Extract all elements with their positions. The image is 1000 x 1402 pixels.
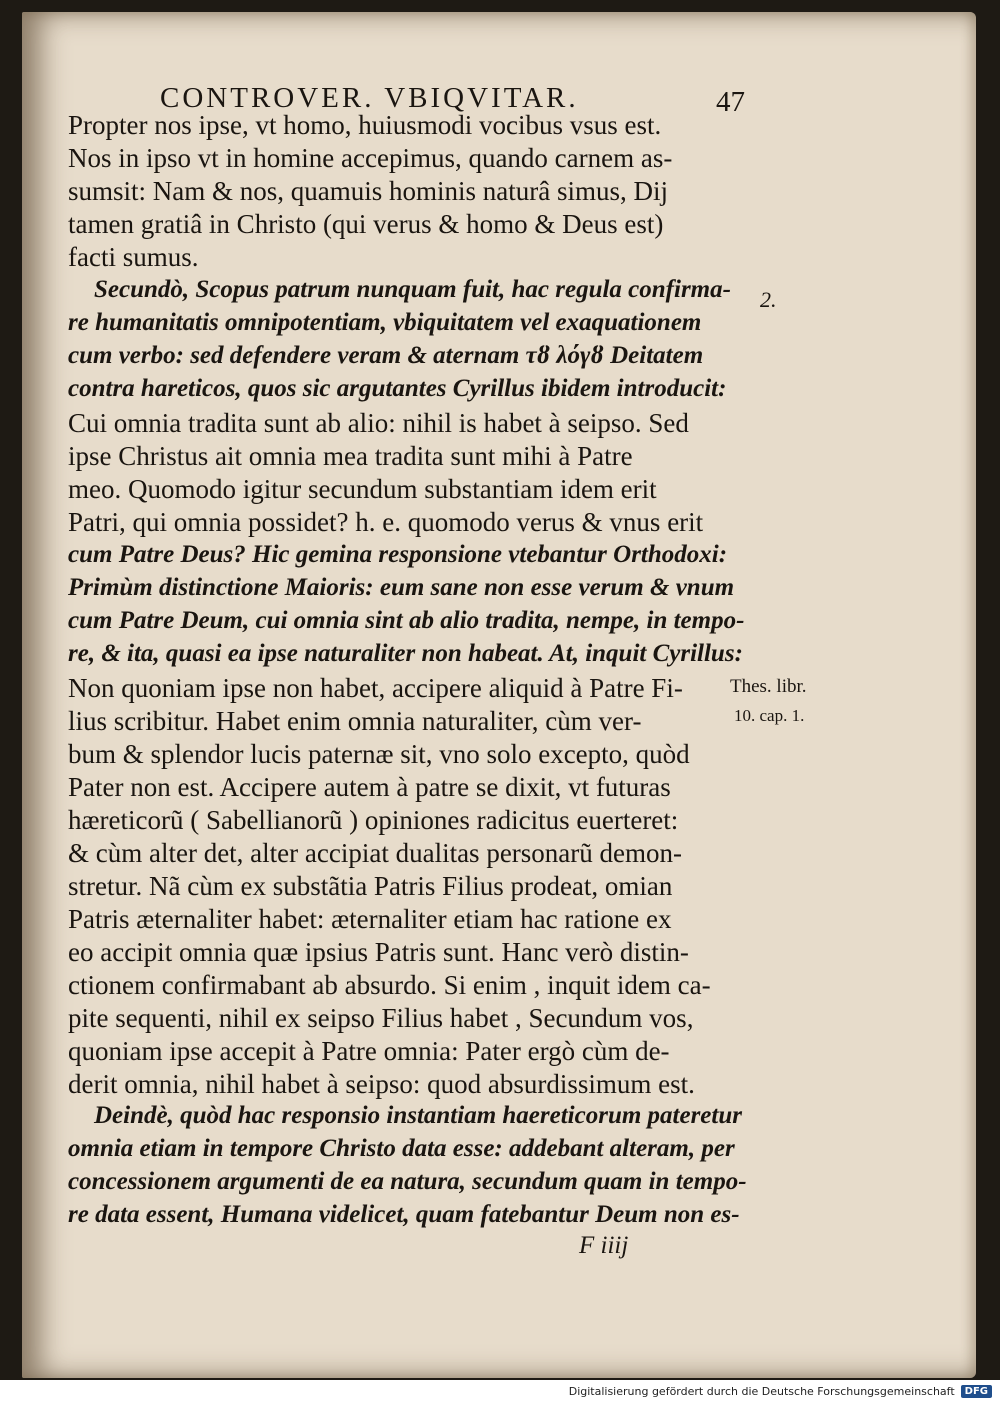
text-line: cum Patre Deum, cui omnia sint ab alio tradita, nempe, in tempo-	[68, 607, 745, 634]
text-line: ipse Christus ait omnia mea tradita sunt mihi à Patre	[68, 441, 633, 471]
text-line: omnia etiam in tempore Christo data esse: addebant alteram, per	[68, 1135, 735, 1162]
text-line: & cùm alter det, alter accipiat dualitas personarũ demon-	[68, 838, 682, 868]
text-line: Pater non est. Accipere autem à patre se dixit, vt futuras	[68, 772, 671, 802]
text-line: contra hareticos, quos sic argutantes Cyrillus ibidem introducit:	[68, 375, 727, 402]
text-line: Primùm distinctione Maioris: eum sane non esse verum & vnum	[68, 574, 735, 601]
text-line: cum Patre Deus? Hic gemina responsione vtebantur Orthodoxi:	[68, 541, 728, 568]
text-line: Non quoniam ipse non habet, accipere aliquid à Patre Fi-	[68, 673, 683, 703]
text-line: re data essent, Humana videlicet, quam fatebantur Deum non es-	[68, 1201, 740, 1228]
text-line: cum verbo: sed defendere veram & aternam τȣ λόγȣ Deitatem	[68, 342, 704, 369]
margin-section-number: 2.	[760, 287, 777, 312]
text-line: lius scribitur. Habet enim omnia naturaliter, cùm ver-	[68, 706, 642, 736]
text-line: re, & ita, quasi ea ipse naturaliter non habeat. At, inquit Cyrillus:	[68, 640, 743, 667]
text-line: Nos in ipso vt in homine accepimus, quando carnem as-	[68, 143, 673, 173]
text-line: Cui omnia tradita sunt ab alio: nihil is habet à seipso. Sed	[68, 408, 689, 438]
dfg-logo-icon: DFG	[961, 1385, 992, 1398]
text-line: sumsit: Nam & nos, quamuis hominis naturâ simus, Dij	[68, 176, 668, 206]
running-title: CONTROVER. VBIQVITAR.	[160, 82, 579, 114]
text-line: hæreticorũ ( Sabellianorũ ) opiniones radicitus euerteret:	[68, 805, 679, 835]
text-line: Propter nos ipse, vt homo, huiusmodi vocibus vsus est.	[68, 110, 662, 140]
signature-mark: F iiij	[579, 1232, 629, 1259]
text-line: meo. Quomodo igitur secundum substantiam idem erit	[68, 474, 657, 504]
margin-reference: 10. cap. 1.	[734, 706, 805, 725]
text-line: re humanitatis omnipotentiam, vbiquitatem vel exaquationem	[68, 309, 702, 336]
text-line: Patris æternaliter habet: æternaliter etiam hac ratione ex	[68, 904, 672, 934]
text-line: ctionem confirmabant ab absurdo. Si enim , inquit idem ca-	[68, 970, 711, 1000]
text-line: derit omnia, nihil habet à seipso: quod absurdissimum est.	[68, 1069, 695, 1099]
text-line: concessionem argumenti de ea natura, secundum quam in tempo-	[68, 1168, 747, 1195]
text-line: Secundò, Scopus patrum nunquam fuit, hac regula confirma-	[94, 276, 731, 303]
book-page	[22, 12, 976, 1378]
text-line: Patri, qui omnia possidet? h. e. quomodo verus & vnus erit	[68, 507, 704, 537]
text-line: eo accipit omnia quæ ipsius Patris sunt. Hanc verò distin-	[68, 937, 689, 967]
footer-credit	[569, 1385, 992, 1398]
page-number: 47	[716, 86, 745, 118]
text-line: bum & splendor lucis paternæ sit, vno solo excepto, quòd	[68, 739, 690, 769]
text-line: facti sumus.	[68, 242, 199, 272]
text-line: stretur. Nã cùm ex substãtia Patris Filius prodeat, omian	[68, 871, 673, 901]
text-line: tamen gratiâ in Christo (qui verus & homo & Deus est)	[68, 209, 664, 239]
margin-reference: Thes. libr.	[730, 676, 807, 697]
text-line: quoniam ipse accepit à Patre omnia: Pater ergò cùm de-	[68, 1036, 670, 1066]
text-line: pite sequenti, nihil ex seipso Filius habet , Secundum vos,	[68, 1003, 694, 1033]
text-line: Deindè, quòd hac responsio instantiam haereticorum pateretur	[94, 1102, 742, 1129]
footer-credit-text: Digitalisierung gefördert durch die Deutsche Forschungsgemeinschaft	[568, 1385, 955, 1398]
